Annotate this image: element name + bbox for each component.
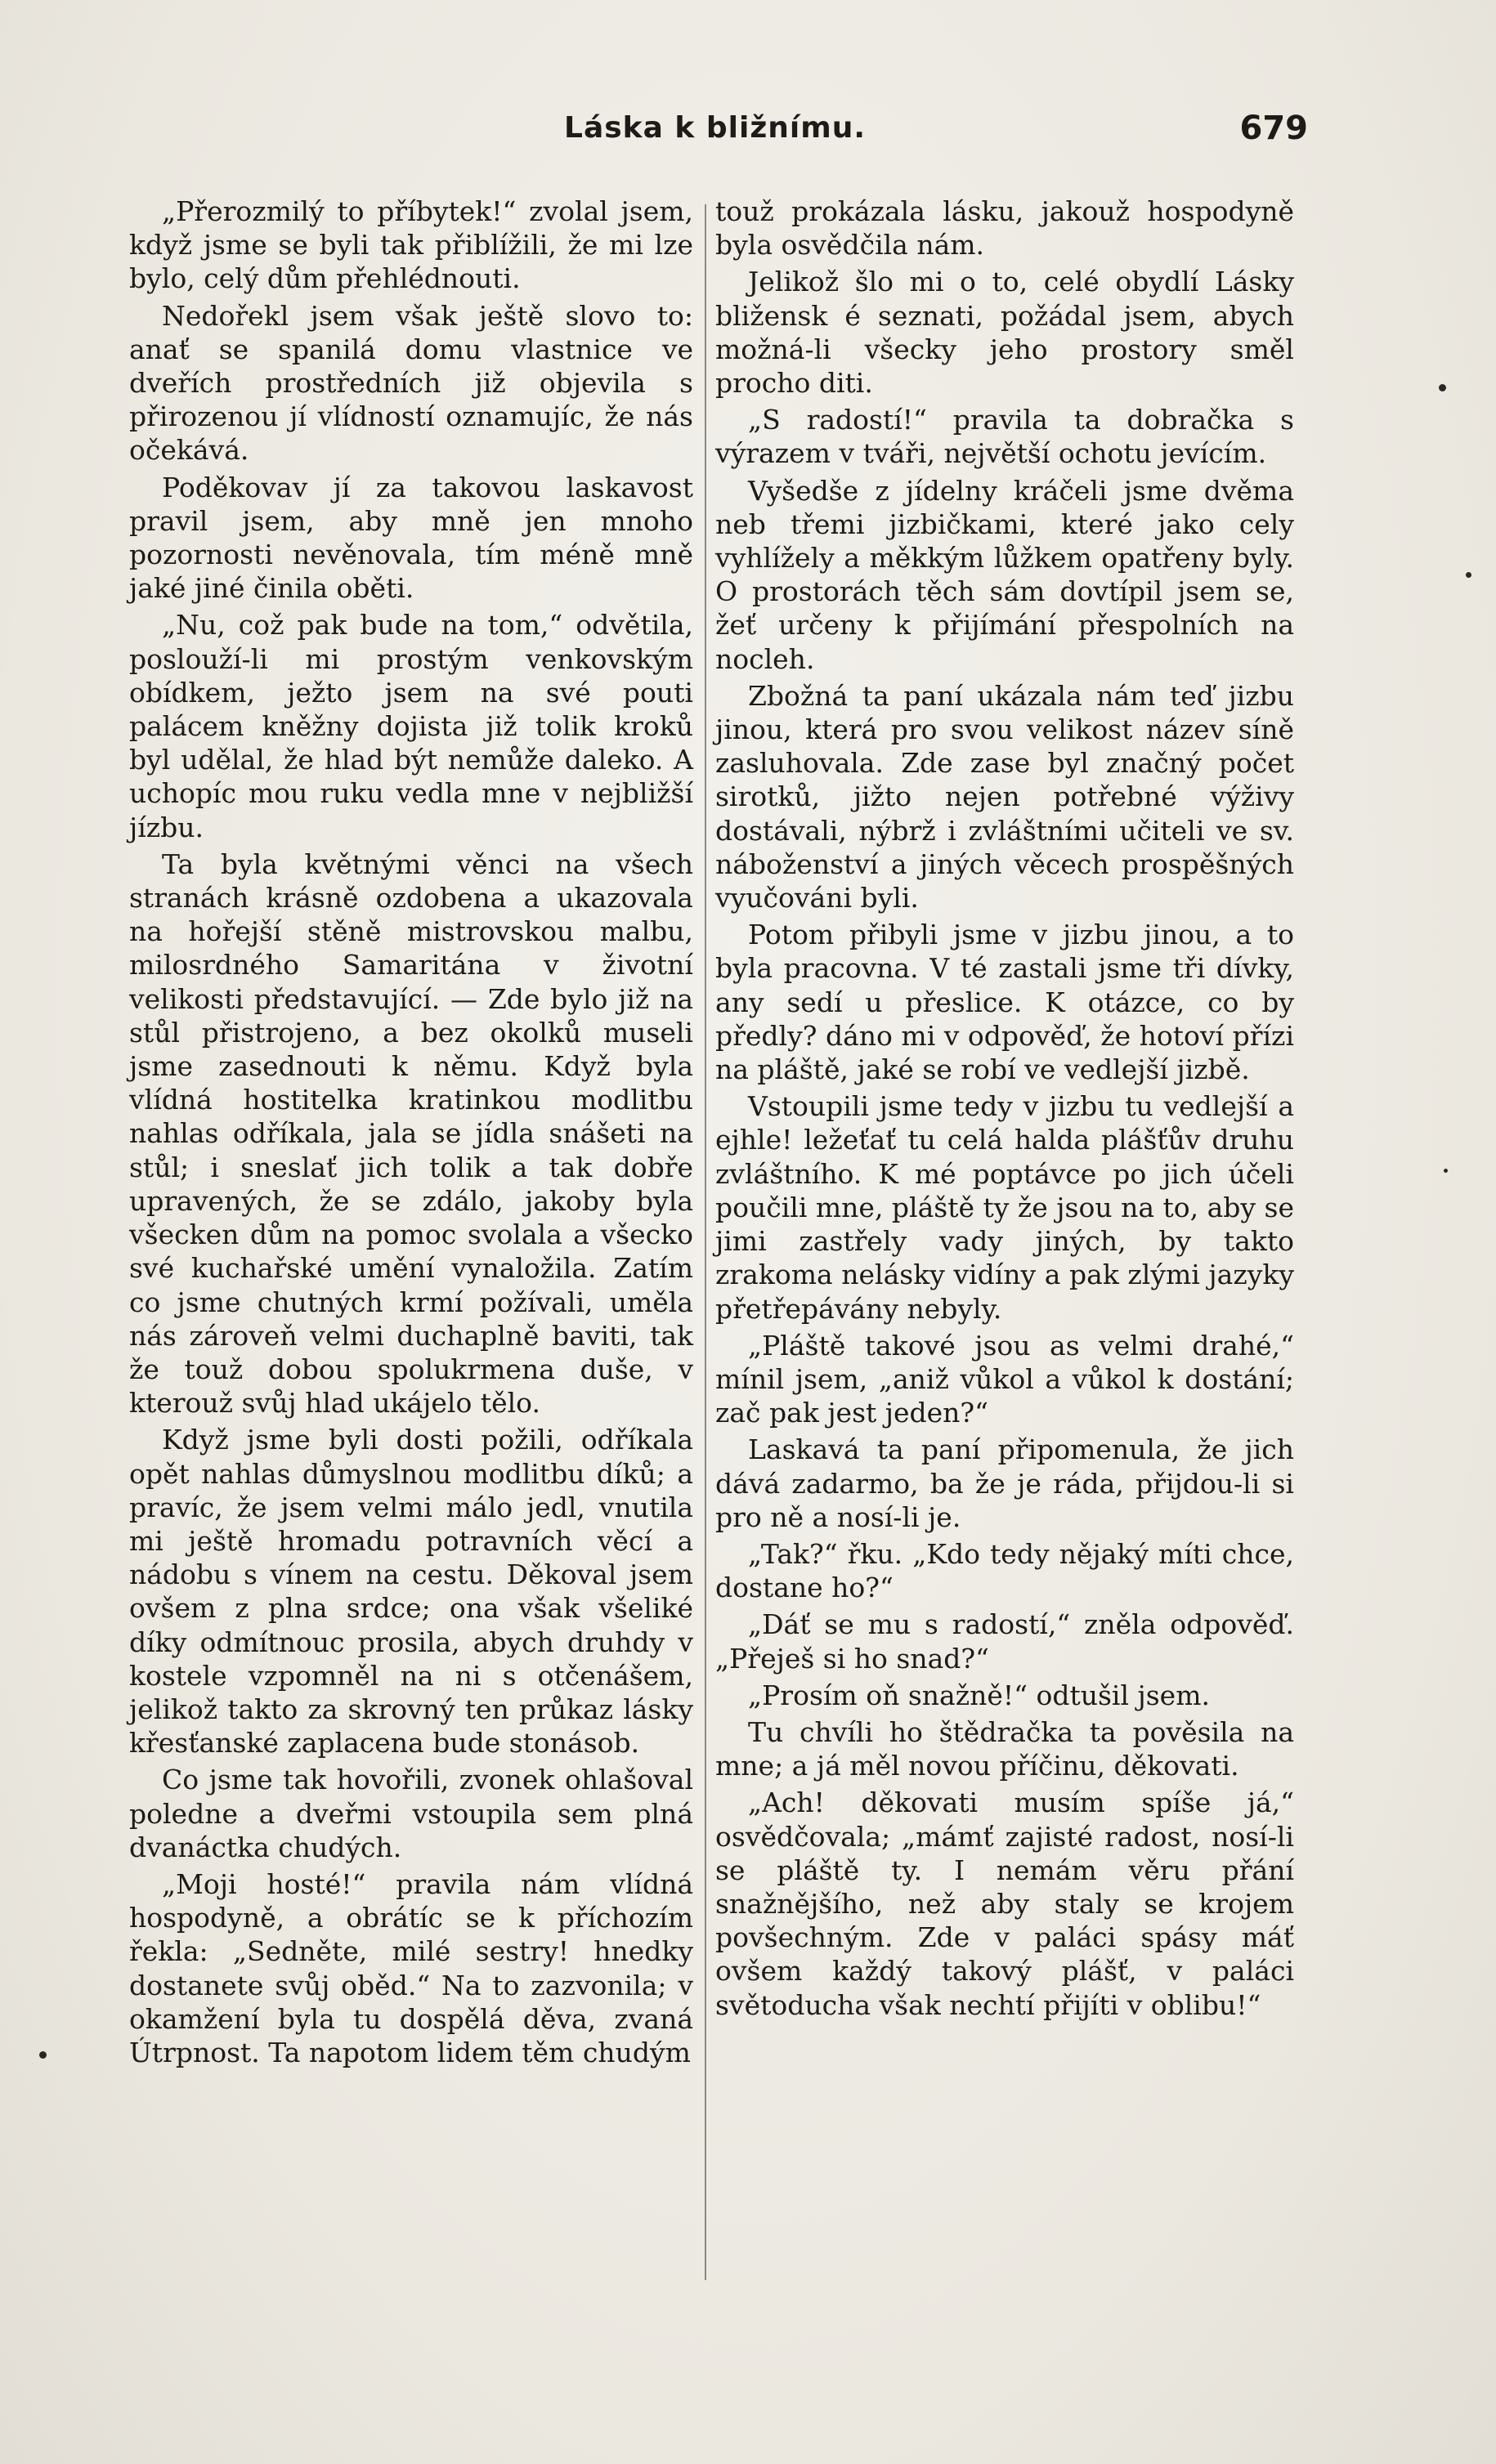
paragraph: „Dáť se mu s radostí,“ zněla odpověď. „Přeješ si ho snad?“ [715, 1608, 1294, 1675]
paragraph: Poděkovav jí za takovou laskavost pravil jsem, aby mně jen mnoho pozornosti nevěnovala, tím méně mně jaké jiné činila oběti. [129, 471, 693, 605]
paragraph: „S radostí!“ pravila ta dobračka s výrazem v tváři, největší ochotu jevícím. [715, 404, 1294, 470]
paragraph: „Pláště takové jsou as velmi drahé,“ mínil jsem, „aniž vůkol a vůkol k dostání; zač pak jest jeden?“ [715, 1329, 1294, 1429]
paragraph: Zbožná ta paní ukázala nám teď jizbu jinou, která pro svou velikost název síně zasluhovala. Zde zase byl značný počet sirotků, jižto nejen potřebné výživy dostávali, nýbrž i zvláštními učiteli ve sv. náboženství a jiných věcech prospěšných vyučováni byli. [715, 679, 1294, 914]
right-column [715, 195, 1294, 2025]
paragraph: Co jsme tak hovořili, zvonek ohlašoval poledne a dveřmi vstoupila sem plná dvanáctka chudých. [129, 1764, 693, 1863]
paragraph-continued: touž prokázala lásku, jakouž hospodyně byla osvědčila nám. [715, 195, 1294, 262]
paragraph: Vyšedše z jídelny kráčeli jsme dvěma neb třemi jizbičkami, které jako cely vyhlížely a měkkým lůžkem opatřeny byly. O prostorách těch sám dovtípil jsem se, žeť určeny k přijímání přespolních na nocleh. [715, 474, 1294, 675]
paragraph: Vstoupili jsme tedy v jizbu tu vedlejší a ejhle! ležeťať tu celá halda plášťův druhu zvláštního. K mé poptávce po jich účeli poučili mne, pláště ty že jsou na to, aby se jimi zastřely vady jiných, by takto zrakoma nelásky vidíny a pak zlými jazyky přetřepávány nebyly. [715, 1090, 1295, 1325]
paragraph: Jelikož šlo mi o to, celé obydlí Lásky bližensk é seznati, požádal jsem, abych možná-li všecky jeho prostory směl procho diti. [715, 266, 1294, 400]
ink-speck [39, 2051, 47, 2059]
paragraph: „Tak?“ řku. „Kdo tedy nějaký míti chce, dostane ho?“ [715, 1537, 1294, 1604]
running-head [131, 111, 1308, 160]
paragraph: „Přerozmilý to příbytek!“ zvolal jsem, když jsme se byli tak přiblížili, že mi lze bylo, celý dům přehlédnouti. [129, 195, 693, 295]
paragraph: Nedořekl jsem však ještě slovo to: anať se spanilá domu vlastnice ve dveřích prostředních již objevila s přirozenou jí vlídností oznamujíc, že nás očekává. [129, 299, 693, 467]
paragraph: Laskavá ta paní připomenula, že jich dává zadarmo, ba že je ráda, přijdou-li si pro ně a nosí-li je. [715, 1433, 1294, 1533]
paragraph: Tu chvíli ho štědračka ta pověsila na mne; a já měl novou příčinu, děkovati. [715, 1715, 1294, 1782]
left-column [129, 195, 693, 2073]
ink-speck [1466, 572, 1471, 578]
running-title: Láska k bližnímu. [564, 111, 867, 145]
paragraph: „Ach! děkovati musím spíše já,“ osvědčovala; „mámť zajisté radost, nosí-li se pláště ty. I nemám věru přání snažnějšího, než aby staly se krojem povšechným. Zde v paláci spásy máť ovšem každý takový plášť, v paláci světoducha však nechtí přijíti v oblibu!“ [715, 1787, 1294, 2021]
paragraph: Ta byla květnými věnci na všech stranách krásně ozdobena a ukazovala na hořejší stěně mistrovskou malbu, milosrdného Samaritána v životní velikosti představující. — Zde bylo již na stůl přistrojeno, a bez okolků museli jsme zasednouti k němu. Když byla vlídná hostitelka kratinkou modlitbu nahlas odříkala, jala se jídla snášeti na stůl; i sneslať jich tolik a tak dobře upravených, že se zdálo, jakoby byla všecken dům na pomoc svolala a všecko své kuchařské umění vynaložila. Zatím co jsme chutných krmí požívali, uměla nás zároveň velmi duchaplně baviti, tak že touž dobou spolukrmena duše, v kterouž svůj hlad ukájelo tělo. [129, 847, 693, 1420]
ink-speck [1439, 384, 1446, 391]
paragraph: „Moji hosté!“ pravila nám vlídná hospodyně, a obrátíc se k příchozím řekla: „Sedněte, milé sestry! hnedky dostanete svůj oběd.“ Na to zazvonila; v okamžení byla tu dospělá děva, zvaná Útrpnost. Ta napotom lidem těm chudým [129, 1867, 693, 2068]
ink-speck [1444, 1169, 1448, 1173]
column-divider [705, 204, 706, 2280]
page-number: 679 [1239, 110, 1308, 147]
paragraph: Když jsme byli dosti požili, odříkala opět nahlas důmyslnou modlitbu díků; a pravíc, že jsem velmi málo jedl, vnutila mi ještě hromadu potravních věcí a nádobu s vínem na cestu. Děkoval jsem ovšem z plna srdce; ona však všeliké díky odmítnouc prosila, abych druhdy v kostele vzpomněl na ni s otčenášem, jelikož takto za skrovný ten průkaz lásky křesťanské zaplacena bude stonásob. [129, 1424, 693, 1760]
paragraph: Potom přibyli jsme v jizbu jinou, a to byla pracovna. V té zastali jsme tři dívky, any sedí u přeslice. K otázce, co by předly? dáno mi v odpověď, že hotoví přízi na pláště, jaké se robí ve vedlejší jizbě. [715, 919, 1294, 1086]
paragraph: „Nu, což pak bude na tom,“ odvětila, poslouží-li mi prostým venkovským obídkem, ježto jsem na své pouti palácem kněžny dojista již tolik kroků byl udělal, že hlad být nemůže daleko. A uchopíc mou ruku vedla mne v nejbližší jízbu. [129, 609, 693, 843]
paragraph: „Prosím oň snažně!“ odtušil jsem. [748, 1679, 1210, 1711]
